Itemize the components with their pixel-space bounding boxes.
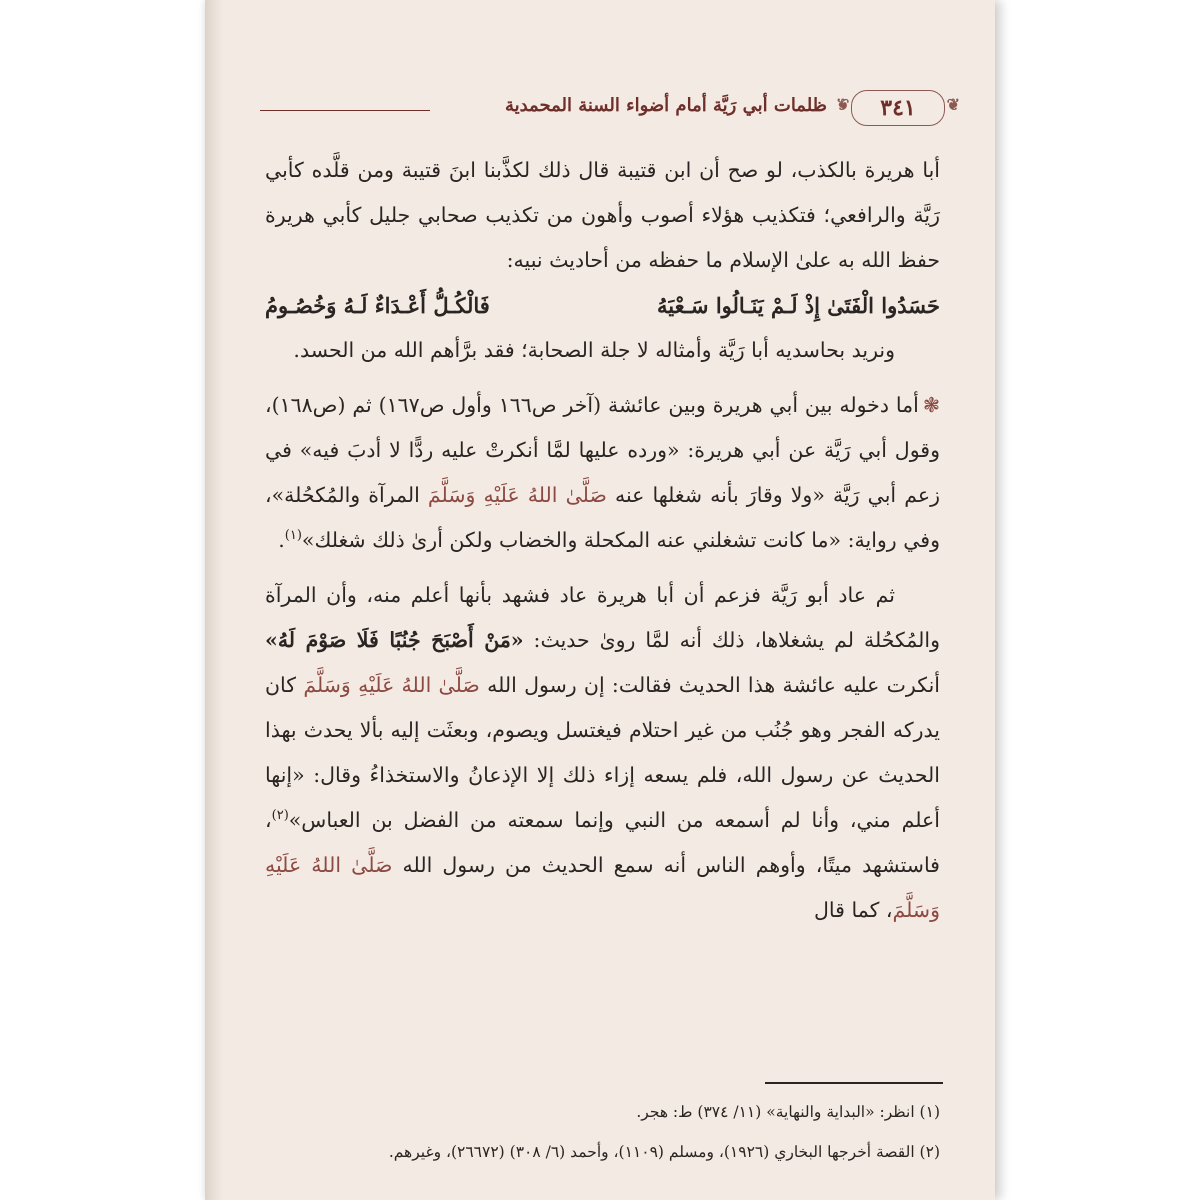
paragraph-3-text-b: المرآة والمُكحُلة»، وفي رواية: «ما كانت تشغلني عنه المكحلة والخضاب ولكن أرىٰ ذلك شغلك»	[265, 483, 940, 552]
page-header	[260, 90, 945, 130]
paragraph-4-text-c: كان يدركه الفجر وهو جُنُب من غير احتلام فيغتسل ويصوم، وبعثَت إليه بألا يحدث بهذا الحديث عن رسول الله، فلم يسعه إزاء ذلك إلا الإذعانُ والاستخذاءُ وقال: «إنها أعلم مني، وأنا لم أسمعه من النبي وإنما سمعته من الفضل بن العباس»	[265, 673, 940, 832]
running-title: ظلمات أبي رَيَّة أمام أضواء السنة المحمدية	[504, 95, 827, 116]
footnote-2: (٢) القصة أخرجها البخاري (١٩٢٦)، ومسلم (١١٠٩)، وأحمد (٦/ ٣٠٨) (٢٦٦٧٢)، وغيرهم.	[388, 1143, 940, 1161]
footnote-ref-2[interactable]: (٢)	[271, 808, 289, 824]
salawat-2: صَلَّىٰ اللهُ عَلَيْهِ وَسَلَّمَ	[303, 673, 480, 697]
verse-first-hemistich: حَسَدُوا الْفَتَىٰ إِذْ لَـمْ يَنَـالُوا سَـعْيَهُ	[657, 293, 940, 318]
hadith-quote: «مَنْ أَصْبَحَ جُنُبًا فَلَا صَوْمَ لَهُ»	[265, 628, 524, 652]
footnote-ref-1[interactable]: (١)	[284, 528, 302, 544]
page-number: ❦ ٣٤١ ❦	[851, 90, 945, 126]
paragraph-2: ونريد بحاسديه أبا رَيَّة وأمثاله لا جلة الصحابة؛ فقد برَّأهم الله من الحسد.	[293, 338, 895, 362]
body-text	[265, 148, 940, 933]
footnote-1: (١) انظر: «البداية والنهاية» (١١/ ٣٧٤) ط: هجر.	[636, 1103, 940, 1121]
paragraph-4-text-b: أنكرت عليه عائشة هذا الحديث فقالت: إن رسول الله	[487, 673, 940, 697]
paragraph-3-end: .	[278, 528, 285, 552]
footnote-rule	[765, 1082, 943, 1084]
paragraph-4	[265, 573, 940, 933]
flower-bullet-icon: ❃	[922, 393, 940, 417]
paragraph-1: أبا هريرة بالكذب، لو صح أن ابن قتيبة قال ذلك لكذَّبنا ابنَ قتيبة ومن قلَّده كأبي رَيَّة والرافعي؛ فتكذيب هؤلاء أصوب وأهون من تكذيب صحابي جليل كأبي هريرة حفظ الله به علىٰ الإسلام ما حفظه من أحاديث نبيه:	[265, 158, 940, 272]
header-rule	[260, 110, 430, 111]
footnotes	[265, 1092, 940, 1172]
paragraph-3	[265, 383, 940, 563]
paragraph-4-text-d: ، فاستشهد ميتًا، وأوهم الناس أنه سمع الحديث من رسول الله	[265, 808, 940, 877]
paragraph-3-text-a: أما دخوله بين أبي هريرة وبين عائشة (آخر ص١٦٦ وأول ص١٦٧) ثم (ص١٦٨)، وقول أبي رَيَّة عن أبي هريرة: «ورده عليها لمَّا أنكرتْ عليه ردًّا لا أدبَ فيه» في زعم أبي رَيَّة «ولا وقارَ بأنه شغلها عنه	[265, 393, 940, 507]
verse-second-hemistich: فَالْكُـلُّ أَعْـدَاءٌ لَـهُ وَخُصُـومُ	[265, 293, 490, 318]
salawat-1: صَلَّىٰ اللهُ عَلَيْهِ وَسَلَّمَ	[427, 483, 607, 507]
paragraph-4-text-a: ثم عاد أبو رَيَّة فزعم أن أبا هريرة عاد فشهد بأنها أعلم منه، وأن المرآة والمُكحُلة لم يشغلاها، ذلك أنه لمَّا روىٰ حديث:	[265, 583, 940, 652]
poem-verse	[265, 283, 940, 328]
salawat-3: صَلَّىٰ اللهُ عَلَيْهِ وَسَلَّمَ	[265, 853, 940, 922]
paragraph-4-text-e: ، كما قال	[814, 898, 893, 922]
book-page	[205, 0, 995, 1200]
